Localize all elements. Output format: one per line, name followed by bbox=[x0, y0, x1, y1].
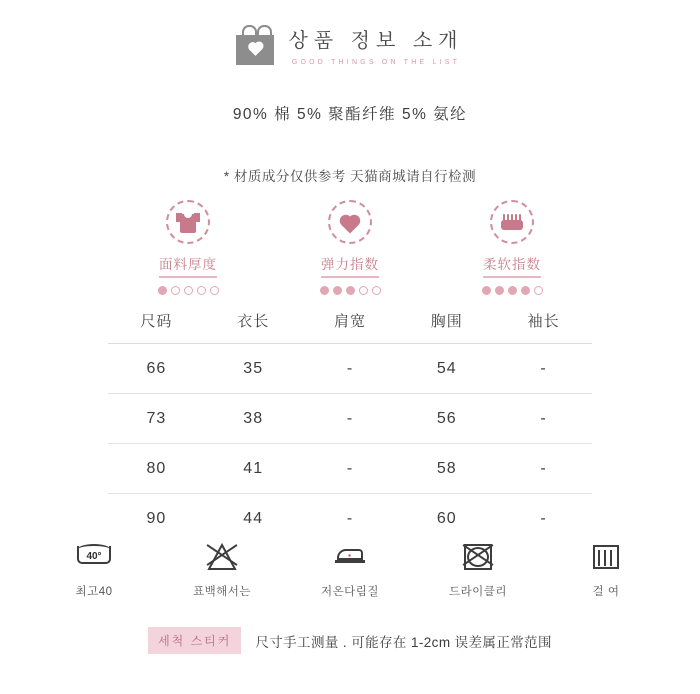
shirt-icon bbox=[176, 211, 200, 233]
shopping-bag-heart-icon bbox=[236, 25, 274, 65]
indicator-label: 弹力指数 bbox=[321, 253, 379, 278]
page-footer bbox=[0, 627, 700, 654]
page-subtitle: GOOD THINGS ON THE LIST bbox=[291, 59, 461, 66]
care-item-no-bleach bbox=[184, 540, 260, 599]
cell-bust: 58 bbox=[436, 459, 457, 477]
care-instructions bbox=[0, 540, 700, 599]
column-header-size: 尺码 bbox=[140, 313, 173, 330]
table-row bbox=[108, 444, 592, 494]
fabric-composition: 90% 棉 5% 聚酯纤维 5% 氨纶 bbox=[232, 106, 468, 123]
table-row bbox=[108, 394, 592, 444]
column-header-bust: 胸围 bbox=[430, 313, 463, 330]
cell-shoulder: - bbox=[346, 509, 354, 527]
cloud-icon bbox=[499, 212, 525, 232]
cell-sleeve: - bbox=[540, 409, 547, 427]
column-header-sleeve: 袖长 bbox=[527, 313, 560, 330]
low-iron-icon bbox=[330, 540, 370, 574]
care-item-low-iron bbox=[312, 540, 388, 599]
care-label: 드라이클리 bbox=[448, 586, 508, 598]
care-item-line-dry bbox=[568, 540, 644, 599]
table-row bbox=[108, 344, 592, 394]
cell-shoulder: - bbox=[346, 459, 354, 477]
line-dry-icon bbox=[586, 540, 626, 574]
cell-shoulder: - bbox=[346, 409, 354, 427]
cell-size: 66 bbox=[146, 359, 167, 377]
cell-bust: 54 bbox=[436, 359, 457, 377]
badge-circle bbox=[166, 200, 210, 244]
care-label: 걸 여 bbox=[592, 586, 620, 598]
cell-length: 38 bbox=[243, 409, 264, 427]
cell-shoulder: - bbox=[346, 359, 354, 377]
no-dry-clean-icon bbox=[458, 540, 498, 574]
cell-size: 90 bbox=[146, 509, 167, 527]
indicator-label: 柔软指数 bbox=[483, 253, 541, 278]
indicator-elasticity bbox=[303, 200, 397, 295]
cell-sleeve: - bbox=[540, 459, 547, 477]
cell-bust: 60 bbox=[436, 509, 457, 527]
header-text-block bbox=[288, 24, 463, 66]
cell-size: 73 bbox=[146, 409, 167, 427]
care-label: 최고40 bbox=[75, 586, 113, 598]
table-header-row bbox=[108, 310, 592, 344]
column-header-shoulder: 肩宽 bbox=[333, 313, 366, 330]
cell-bust: 56 bbox=[436, 409, 457, 427]
indicator-rating-dots bbox=[158, 286, 219, 295]
no-bleach-icon bbox=[202, 540, 242, 574]
care-item-no-dry-clean bbox=[440, 540, 516, 599]
cell-length: 35 bbox=[243, 359, 264, 377]
indicator-softness bbox=[465, 200, 559, 295]
table-row bbox=[108, 494, 592, 543]
cell-length: 41 bbox=[243, 459, 264, 477]
cell-sleeve: - bbox=[540, 359, 547, 377]
measurement-disclaimer: 尺寸手工测量 . 可能存在 1-2cm 误差属正常范围 bbox=[255, 634, 552, 650]
care-item-hand-wash bbox=[56, 540, 132, 599]
wash-temperature: 40° bbox=[86, 551, 102, 562]
badge-circle bbox=[328, 200, 372, 244]
indicator-badges bbox=[0, 200, 700, 295]
sticker-badge: 세척 스티커 bbox=[148, 627, 241, 654]
indicator-rating-dots bbox=[482, 286, 543, 295]
badge-circle bbox=[490, 200, 534, 244]
page-header bbox=[0, 24, 700, 66]
care-label: 저온다림질 bbox=[320, 586, 380, 598]
care-label: 표백해서는 bbox=[192, 586, 252, 598]
size-table bbox=[108, 310, 592, 543]
indicator-rating-dots bbox=[320, 286, 381, 295]
hand-wash-icon bbox=[74, 540, 114, 574]
cell-size: 80 bbox=[146, 459, 167, 477]
cell-sleeve: - bbox=[540, 509, 547, 527]
heart-icon bbox=[341, 214, 359, 231]
column-header-length: 衣长 bbox=[237, 313, 270, 330]
cell-length: 44 bbox=[243, 509, 264, 527]
page-title: 상품 정보 소개 bbox=[288, 30, 464, 52]
indicator-label: 面料厚度 bbox=[159, 253, 217, 278]
indicator-fabric-thickness bbox=[141, 200, 235, 295]
composition-note: * 材质成分仅供参考 天猫商城请自行检测 bbox=[223, 169, 477, 184]
